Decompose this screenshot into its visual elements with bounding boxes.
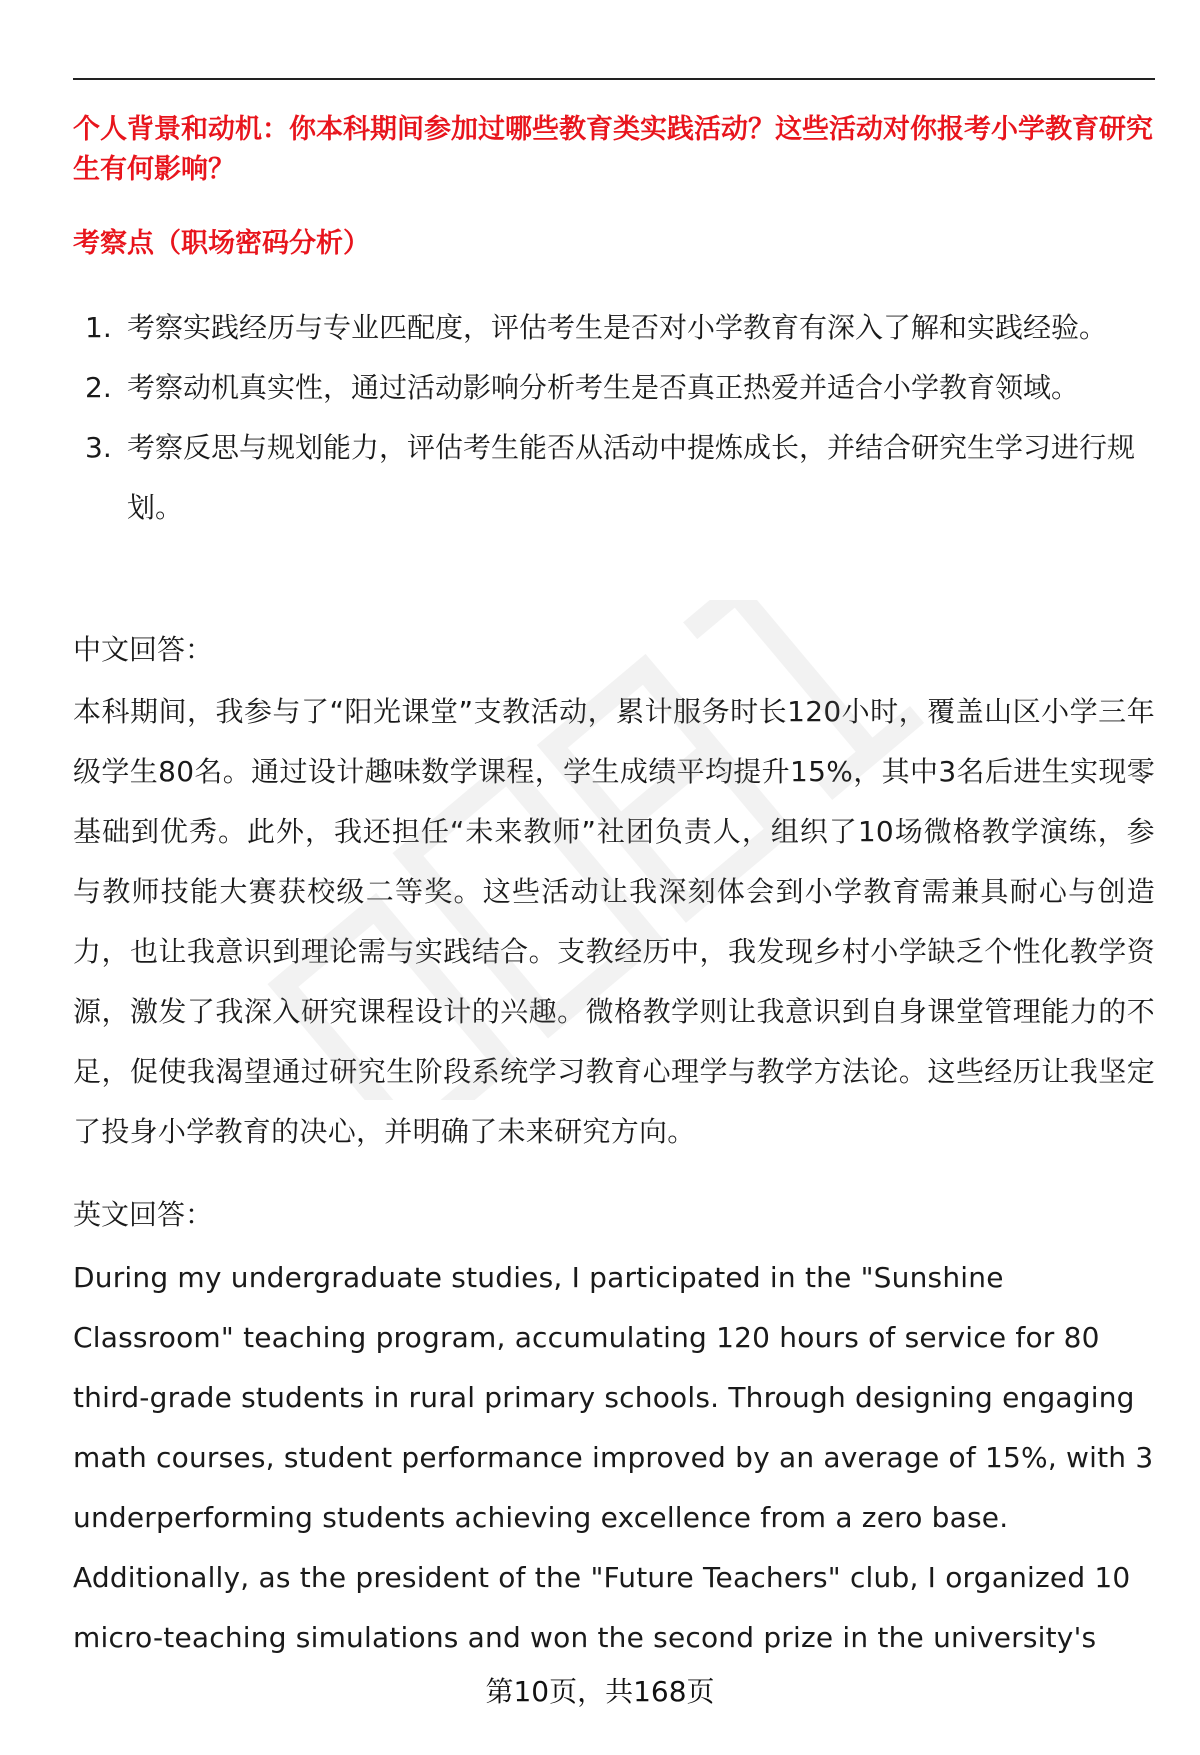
header-divider: [73, 78, 1155, 80]
list-item-number: 2.: [85, 371, 112, 404]
list-item: [73, 298, 1155, 358]
chinese-answer-label: 中文回答：: [73, 633, 214, 666]
list-item-number: 3.: [85, 431, 112, 464]
page-number: 第10页，共168页: [485, 1675, 715, 1708]
list-item-text: 考察动机真实性，通过活动影响分析考生是否真正热爱并适合小学教育领域。: [127, 371, 1080, 404]
list-item-text: 考察实践经历与专业匹配度，评估考生是否对小学教育有深入了解和实践经验。: [127, 311, 1108, 344]
question-heading: 个人背景和动机：你本科期间参加过哪些教育类实践活动？这些活动对你报考小学教育研究生有何影响？: [73, 114, 1153, 185]
list-item: [73, 418, 1155, 538]
chinese-answer-text: 本科期间，我参与了“阳光课堂”支教活动，累计服务时长120小时，覆盖山区小学三年级学生80名。通过设计趣味数学课程，学生成绩平均提升15%，其中3名后进生实现零基础到优秀。此外，我还担任“未来教师”社团负责人，组织了10场微格教学演练，参与教师技能大赛获校级二等奖。这些活动让我深刻体会到小学教育需兼具耐心与创造力，也让我意识到理论需与实践结合。支教经历中，我发现乡村小学缺乏个性化教学资源，激发了我深入研究课程设计的兴趣。微格教学则让我意识到自身课堂管理能力的不足，促使我渴望通过研究生阶段系统学习教育心理学与教学方法论。这些经历让我坚定了投身小学教育的决心，并明确了未来研究方向。: [73, 695, 1155, 1148]
assessment-points-list: [73, 298, 1155, 538]
english-answer-text: During my undergraduate studies, I participated in the "Sunshine Classroom" teaching program, accumulating 120 hours of service for 80 third-grade students in rural primary schools. Through designing engaging math courses, student performance improved by an average of 15%, with 3 underperforming students achieving excellence from a zero base. Additionally, as the president of the "Future Teachers" club, I organized 10 micro-teaching simulations and won the second prize in the university's: [73, 1261, 1154, 1654]
list-item-text: 考察反思与规划能力，评估考生能否从活动中提炼成长，并结合研究生学习进行规划。: [127, 431, 1136, 524]
list-item: [73, 358, 1155, 418]
section-title-assessment: 考察点（职场密码分析）: [73, 228, 370, 259]
list-item-number: 1.: [85, 311, 112, 344]
english-answer-label: 英文回答：: [73, 1198, 214, 1231]
